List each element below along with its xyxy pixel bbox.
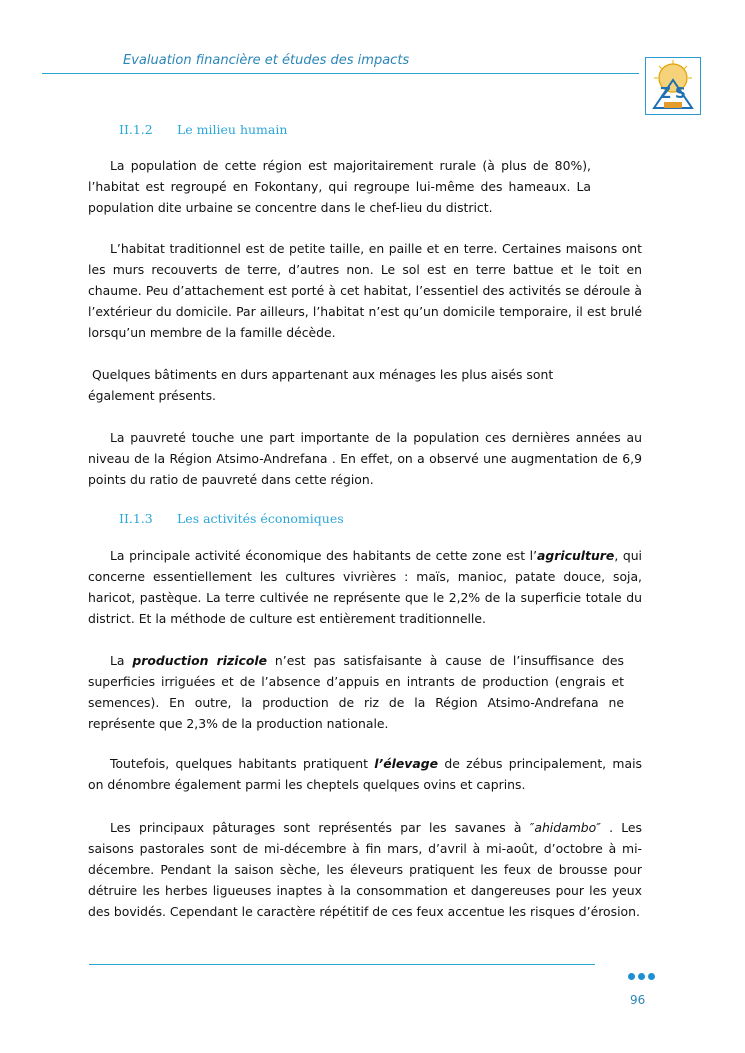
paragraph-habitat: L’habitat traditionnel est de petite taille, en paille et en terre. Certaines maisons ont les murs recouverts de terre, d’autres non. Le sol est en terre battue et le toit en chaume. Peu d’attachement est porté à cet habitat, l’essentiel des activités se déroule à l’extérieur du domicile. Par ailleurs, l’habitat n’est qu’un domicile temporaire, il est brulé lorsqu’un membre de la famille décède. <box>88 241 642 340</box>
running-header: Evaluation financière et études des impacts <box>123 53 410 68</box>
section-heading-activites <box>119 511 344 526</box>
header-divider <box>42 73 639 74</box>
paragraph-agriculture: La principale activité économique des habitants de cette zone est l’agriculture, qui concerne essentiellement les cultures vivrières : maïs, manioc, patate douce, soja, haricot, pastèque. La terre cultivée ne représente que le 2,2% de la superficie totale du district. Et la méthode de culture est entièrement traditionnelle. <box>88 548 642 626</box>
organization-logo <box>645 57 701 115</box>
paragraph-production-rizicole: La production rizicole n’est pas satisfaisante à cause de l’insuffisance des superficies irriguées et de l’absence d’appuis en intrants de production (engrais et semences). En outre, la production de riz de la Région Atsimo-Andrefana ne représente que 2,3% de la production nationale. <box>88 653 625 731</box>
keyword-elevage: l’élevage <box>374 756 439 771</box>
footer-divider <box>89 964 595 965</box>
svg-text:S: S <box>675 84 686 102</box>
paragraph-pauvrete: La pauvreté touche une part importante de la population ces dernières années au niveau de la Région Atsimo-Andrefana . En effet, on a observé une augmentation de 6,9 points du ratio de pauvreté dans cette région. <box>88 430 642 487</box>
paragraph-batiments: Quelques bâtiments en durs appartenant aux ménages les plus aisés sont également présents. <box>88 367 554 403</box>
keyword-agriculture: agriculture <box>537 548 615 563</box>
section-title: Les activités économiques <box>177 511 344 526</box>
keyword-production-rizicole: production rizicole <box>132 653 268 668</box>
section-number: II.1.2 <box>119 122 153 137</box>
section-title: Le milieu humain <box>177 122 288 137</box>
svg-text:Z: Z <box>660 84 671 102</box>
section-heading-milieu-humain <box>119 122 287 137</box>
section-number: II.1.3 <box>119 511 153 526</box>
paragraph-paturages: Les principaux pâturages sont représentés par les savanes à ″ahidambo″ . Les saisons pastorales sont de mi-décembre à fin mars, d’avril à mi-août, d’octobre à mi-décembre. Pendant la saison sèche, les éleveurs pratiquent les feux de brousse pour détruire les herbes ligueuses inaptes à la consommation et dangereuses pour les yeux des bovidés. Cependant le caractère répétitif de ces feux accentue les risques d’érosion. <box>88 820 643 919</box>
footer-dots-icon <box>628 973 655 980</box>
page-number: 96 <box>630 993 646 1007</box>
paragraph-elevage: Toutefois, quelques habitants pratiquent l’élevage de zébus principalement, mais on dénombre également parmi les cheptels quelques ovins et caprins. <box>88 756 642 792</box>
term-ahidambo: ″ahidambo″ <box>529 820 601 835</box>
paragraph-population: La population de cette région est majoritairement rurale (à plus de 80%), l’habitat est regroupé en Fokontany, qui regroupe lui-même des hameaux. La population dite urbaine se concentre dans le chef-lieu du district. <box>88 158 591 215</box>
logo-emblem-icon <box>646 58 700 114</box>
